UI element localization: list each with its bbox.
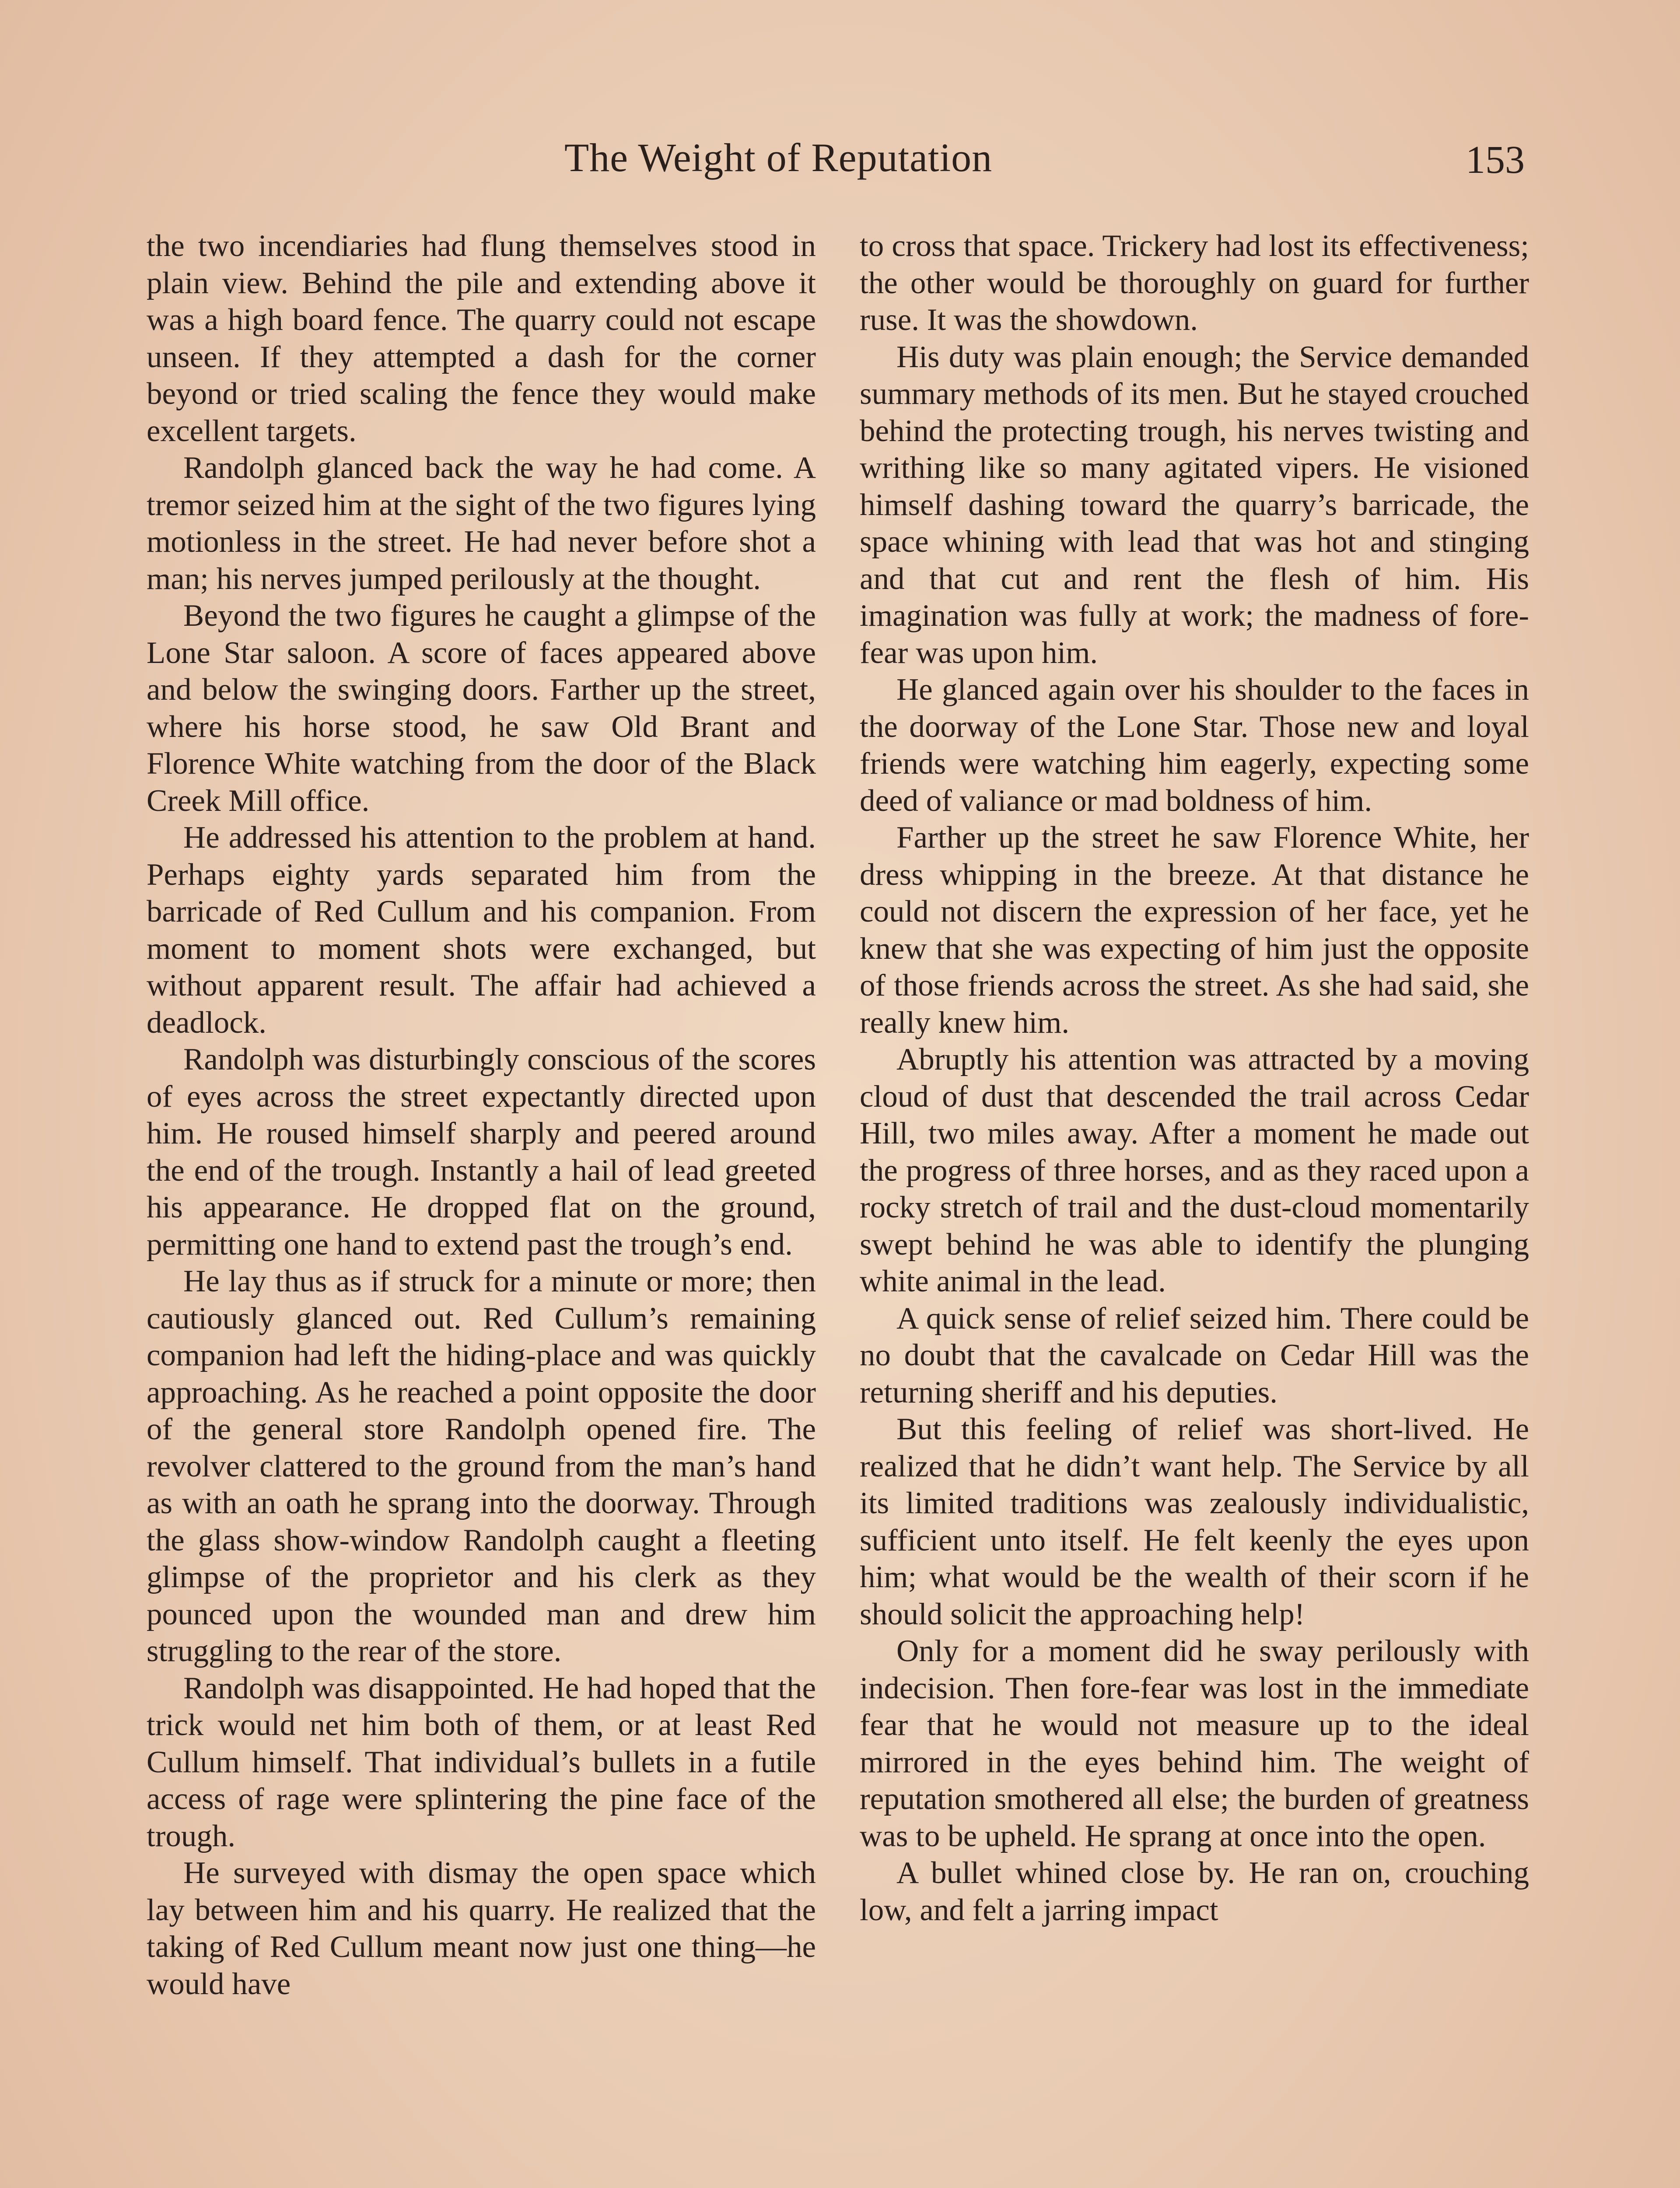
right-column <box>860 228 1529 1929</box>
paragraph: Abruptly his attention was attracted by a moving cloud of dust that descended the trail across Cedar Hill, two miles away. After a moment he made out the progress of three horses, and as they raced upon a rocky stretch of trail and the dust-cloud momentarily swept behind he was able to identify the plunging white animal in the lead. <box>860 1042 1529 1298</box>
paragraph: Beyond the two figures he caught a glimpse of the Lone Star saloon. A score of faces appeared above and below the swinging doors. Farther up the street, where his horse stood, he saw Old Brant and Florence White watching from the door of the Black Creek Mill office. <box>147 599 816 818</box>
paragraph: Randolph glanced back the way he had come. A tremor seized him at the sight of the two figures lying motionless in the street. He had never before shot a man; his nerves jumped perilously at the thought. <box>147 451 816 596</box>
paragraph: Randolph was disappointed. He had hoped that the trick would net him both of them, or at least Red Cullum himself. That individual’s bullets in a futile access of rage were splintering the pine face of the trough. <box>147 1671 816 1853</box>
running-head <box>0 131 1680 188</box>
paragraph: the two incendiaries had flung themselves stood in plain view. Behind the pile and extending above it was a high board fence. The quarry could not escape unseen. If they attempted a dash for the corner beyond or tried scaling the fence they would make excellent targets. <box>147 229 816 448</box>
paragraph: He addressed his attention to the problem at hand. Perhaps eighty yards separated him from the barricade of Red Cullum and his companion. From moment to moment shots were exchanged, but without apparent result. The affair had achieved a deadlock. <box>147 820 816 1040</box>
paragraph: to cross that space. Trickery had lost its effectiveness; the other would be thoroughly on guard for further ruse. It was the showdown. <box>860 229 1529 337</box>
paragraph: Only for a moment did he sway perilously with indecision. Then fore-fear was lost in the immediate fear that he would not measure up to the ideal mirrored in the eyes behind him. The weight of reputation smothered all else; the burden of greatness was to be upheld. He sprang at once into the open. <box>860 1634 1529 1853</box>
paragraph: His duty was plain enough; the Service demanded summary methods of its men. But he stayed crouched behind the protecting trough, his nerves twisting and writhing like so many agitated vipers. He visioned himself dashing toward the quarry’s barricade, the space whining with lead that was hot and stinging and that cut and rent the flesh of him. His imagination was fully at work; the madness of fore-fear was upon him. <box>860 340 1529 670</box>
paragraph: But this feeling of relief was short-lived. He realized that he didn’t want help. The Service by all its limited traditions was zealously individualistic, sufficient unto itself. He felt keenly the eyes upon him; what would be the wealth of their scorn if he should solicit the approaching help! <box>860 1412 1529 1631</box>
paragraph: Randolph was disturbingly conscious of the scores of eyes across the street expectantly directed upon him. He roused himself sharply and peered around the end of the trough. Instantly a hail of lead greeted his appearance. He dropped flat on the ground, permitting one hand to extend past the trough’s end. <box>147 1042 816 1262</box>
paragraph: Farther up the street he saw Florence White, her dress whipping in the breeze. At that distance he could not discern the expression of her face, yet he knew that she was expecting of him just the opposite of those friends across the street. As she had said, she really knew him. <box>860 820 1529 1040</box>
left-column <box>147 228 816 2002</box>
page-number: 153 <box>1466 138 1525 182</box>
paragraph: A quick sense of relief seized him. There could be no doubt that the cavalcade on Cedar Hill was the returning sheriff and his deputies. <box>860 1301 1529 1410</box>
paragraph: He surveyed with dismay the open space which lay between him and his quarry. He realized that the taking of Red Cullum meant now just one thing—he would have <box>147 1856 816 2001</box>
paragraph: He glanced again over his shoulder to the faces in the doorway of the Lone Star. Those new and loyal friends were watching him eagerly, expecting some deed of valiance or mad boldness of him. <box>860 673 1529 818</box>
paragraph: He lay thus as if struck for a minute or more; then cautiously glanced out. Red Cullum’s remaining companion had left the hiding-place and was quickly approaching. As he reached a point opposite the door of the general store Randolph opened fire. The revolver clattered to the ground from the man’s hand as with an oath he sprang into the doorway. Through the glass show-window Randolph caught a fleeting glimpse of the proprietor and his clerk as they pounced upon the wounded man and drew him struggling to the rear of the store. <box>147 1264 816 1668</box>
page-title: The Weight of Reputation <box>564 135 993 180</box>
paragraph: A bullet whined close by. He ran on, crouching low, and felt a jarring impact <box>860 1856 1529 1927</box>
